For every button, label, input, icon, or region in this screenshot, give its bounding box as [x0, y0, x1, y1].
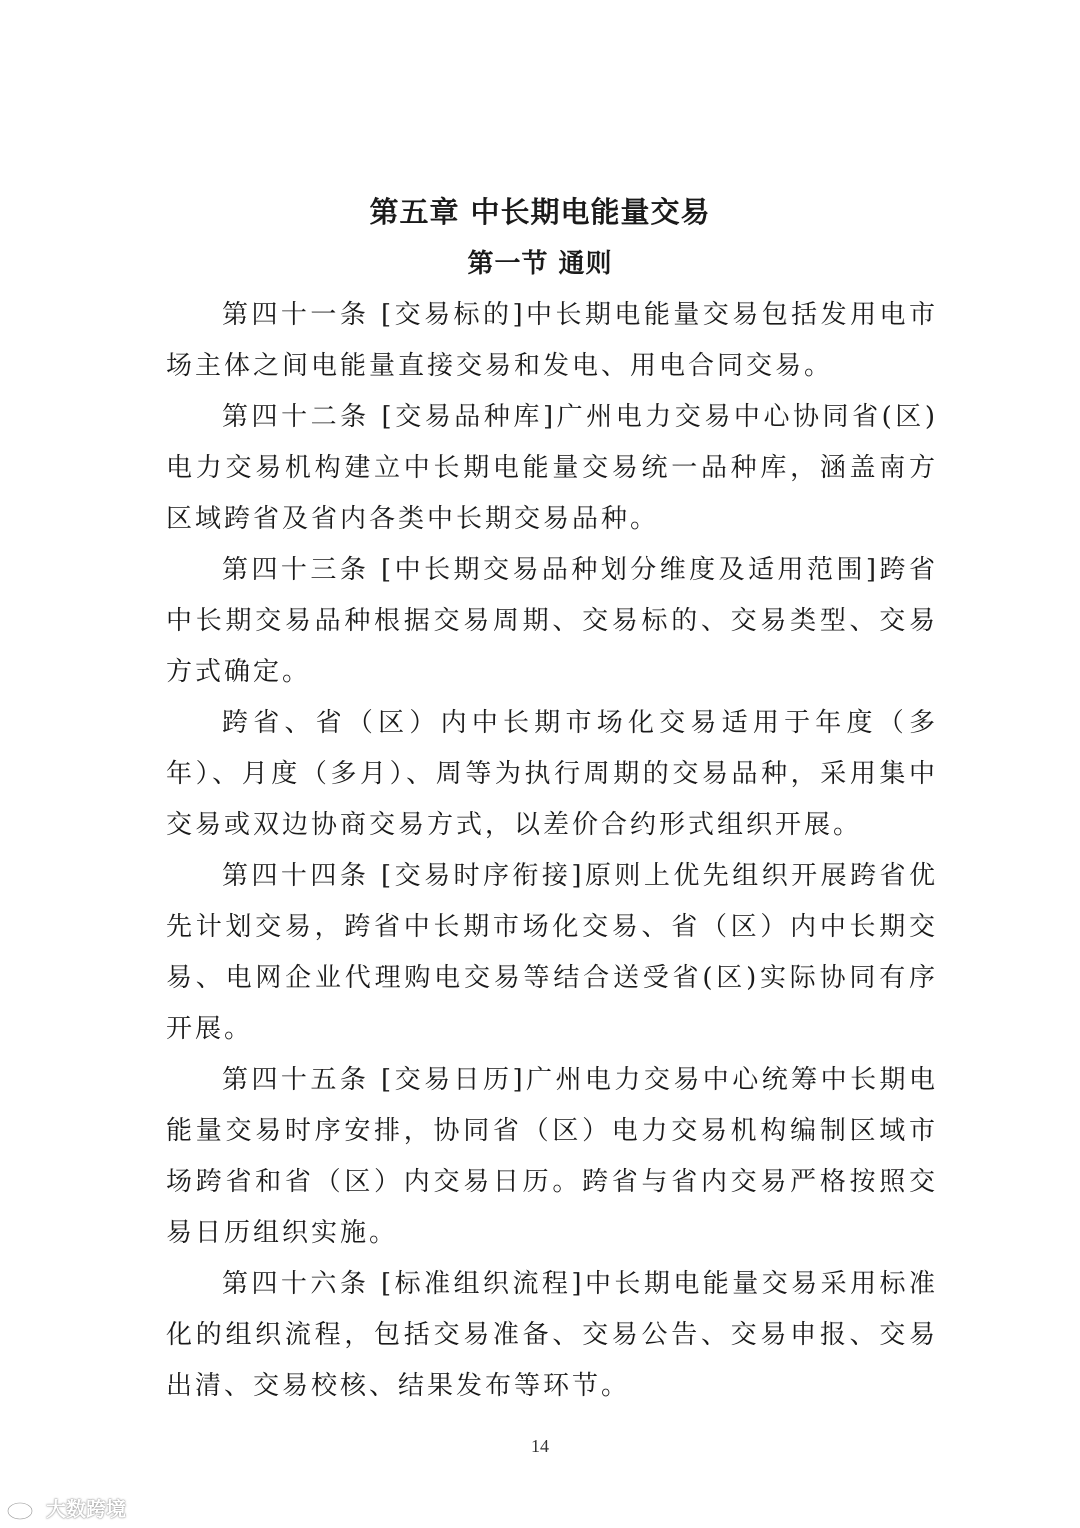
- page-number: 14: [531, 1436, 549, 1456]
- section-title: 第一节 通则: [467, 249, 613, 279]
- chapter-title: 第五章 中长期电能量交易: [369, 195, 711, 229]
- article-43-detail: 跨省、省（区）内中长期市场化交易适用于年度（多年）、月度（多月）、周等为执行周期的交易品种，采用集中交易或双边协商交易方式，以差价合约形式组织开展。: [166, 708, 938, 840]
- document-body: [166, 290, 938, 1412]
- article-46: 第四十六条 [标准组织流程]中长期电能量交易采用标准化的组织流程，包括交易准备、交易公告、交易申报、交易出清、交易校核、结果发布等环节。: [166, 1269, 938, 1401]
- watermark-text: 大数跨境: [46, 1497, 126, 1521]
- article-43: 第四十三条 [中长期交易品种划分维度及适用范围]跨省中长期交易品种根据交易周期、交易标的、交易类型、交易方式确定。: [166, 555, 938, 687]
- watermark: [6, 1493, 126, 1522]
- weibo-icon: [6, 1495, 40, 1521]
- article-41: 第四十一条 [交易标的]中长期电能量交易包括发用电市场主体之间电能量直接交易和发电、用电合同交易。: [166, 300, 938, 381]
- article-44: 第四十四条 [交易时序衔接]原则上优先组织开展跨省优先计划交易，跨省中长期市场化交易、省（区）内中长期交易、电网企业代理购电交易等结合送受省(区)实际协同有序开展。: [166, 861, 938, 1044]
- article-42: 第四十二条 [交易品种库]广州电力交易中心协同省(区)电力交易机构建立中长期电能量交易统一品种库，涵盖南方区域跨省及省内各类中长期交易品种。: [166, 402, 938, 534]
- article-45: 第四十五条 [交易日历]广州电力交易中心统筹中长期电能量交易时序安排，协同省（区）电力交易机构编制区域市场跨省和省（区）内交易日历。跨省与省内交易严格按照交易日历组织实施。: [166, 1065, 938, 1248]
